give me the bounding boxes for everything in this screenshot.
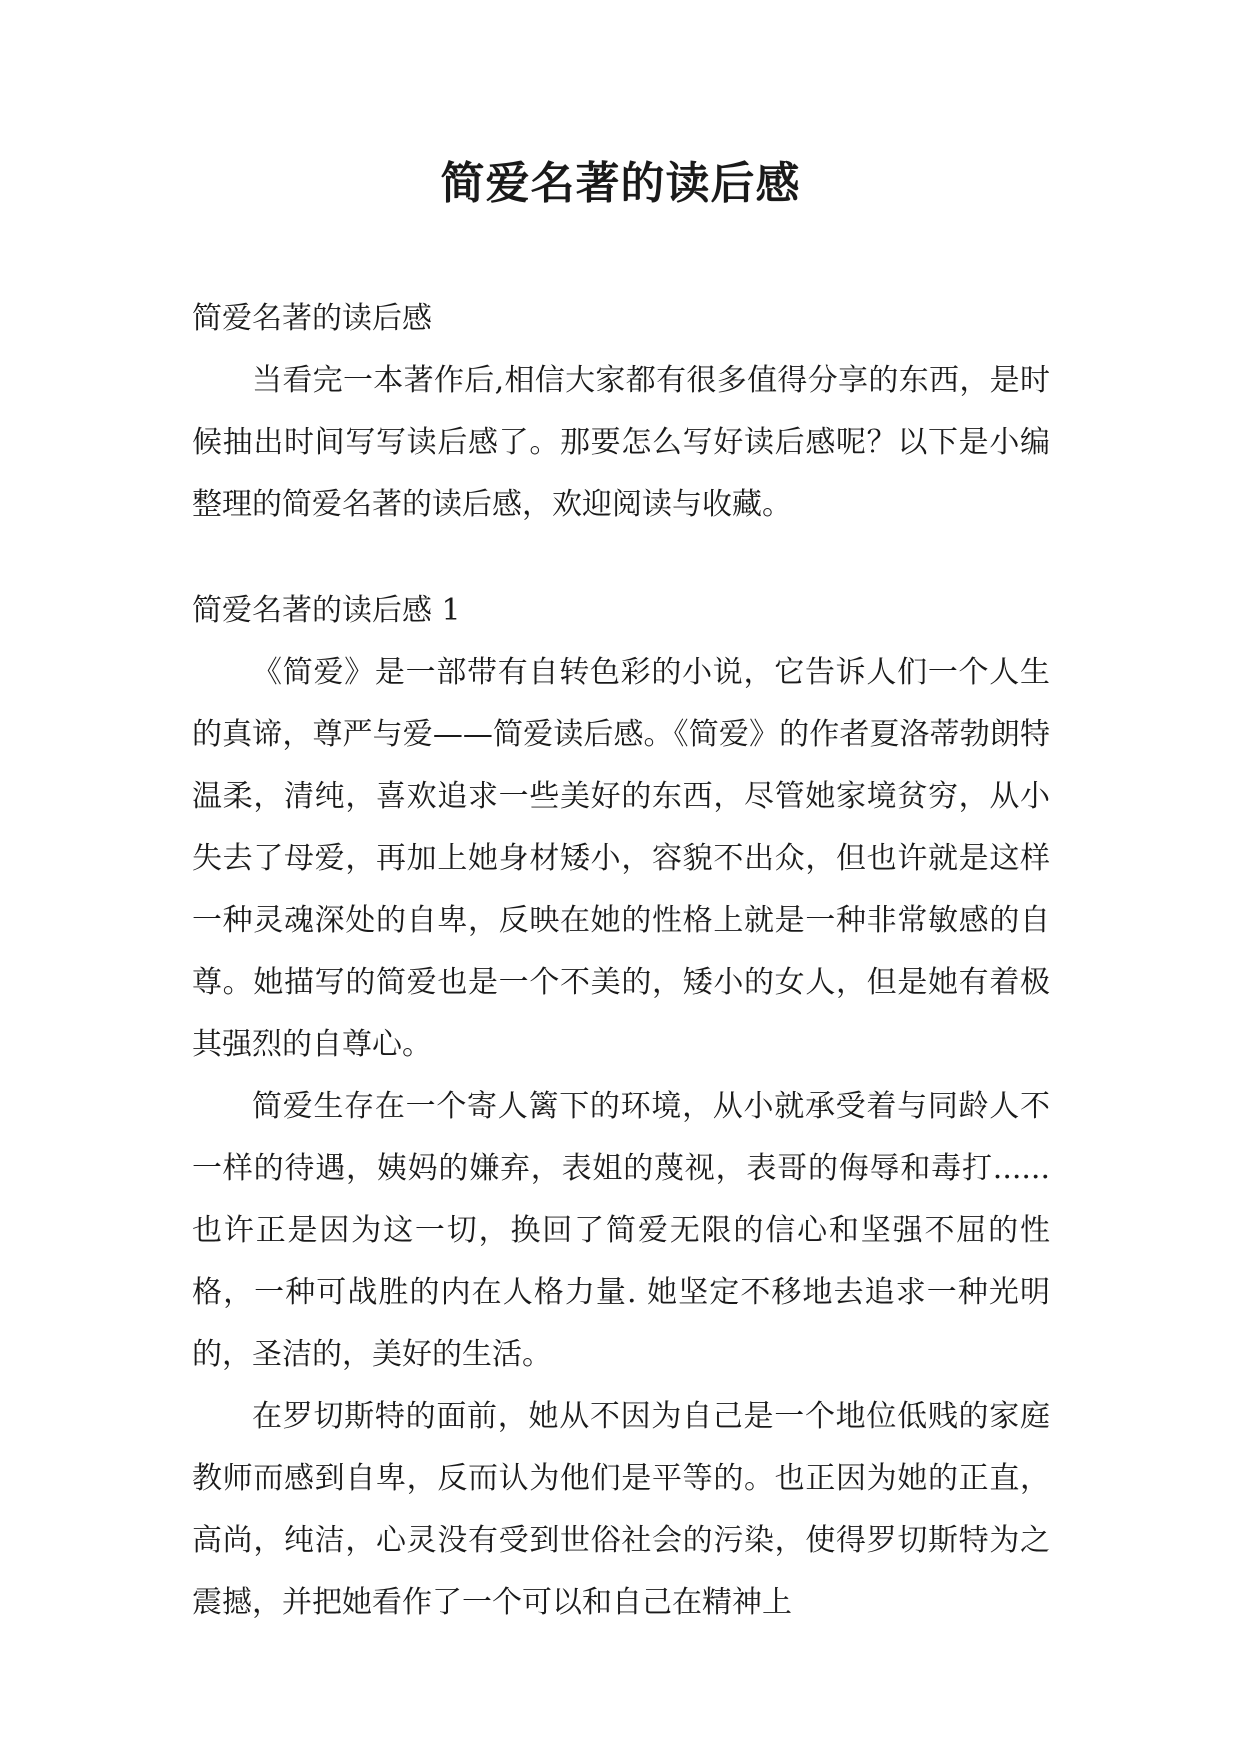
intro-heading: 简爱名著的读后感 [192, 301, 432, 336]
section-1-paragraph-2: 简爱生存在一个寄人篱下的环境，从小就承受着与同龄人不一样的待遇，姨妈的嫌弃，表姐的蔑视，表哥的侮辱和毒打......也许正是因为这一切，换回了简爱无限的信心和坚强不屈的性格，一种可战胜的内在人格力量. 她坚定不移地去追求一种光明的，圣洁的，美好的生活。 [192, 1089, 1050, 1372]
section-1-heading: 简爱名著的读后感 1 [192, 593, 461, 628]
section-1-paragraph-3: 在罗切斯特的面前，她从不因为自己是一个地位低贱的家庭教师而感到自卑，反而认为他们是平等的。也正因为她的正直，高尚，纯洁，心灵没有受到世俗社会的污染，使得罗切斯特为之震撼，并把她看作了一个可以和自己在精神上 [192, 1399, 1050, 1620]
document-body [192, 288, 1050, 1634]
document-title: 简爱名著的读后感 [440, 158, 801, 209]
section-1-paragraph-1: 《简爱》是一部带有自转色彩的小说，它告诉人们一个人生的真谛，尊严与爱——简爱读后感。《简爱》的作者夏洛蒂勃朗特温柔，清纯，喜欢追求一些美好的东西，尽管她家境贫穷，从小失去了母爱，再加上她身材矮小，容貌不出众，但也许就是这样一种灵魂深处的自卑，反映在她的性格上就是一种非常敏感的自尊。她描写的简爱也是一个不美的，矮小的女人，但是她有着极其强烈的自尊心。 [192, 655, 1050, 1062]
intro-paragraph: 当看完一本著作后,相信大家都有很多值得分享的东西，是时候抽出时间写写读后感了。那要怎么写好读后感呢？以下是小编整理的简爱名著的读后感，欢迎阅读与收藏。 [192, 363, 1050, 522]
